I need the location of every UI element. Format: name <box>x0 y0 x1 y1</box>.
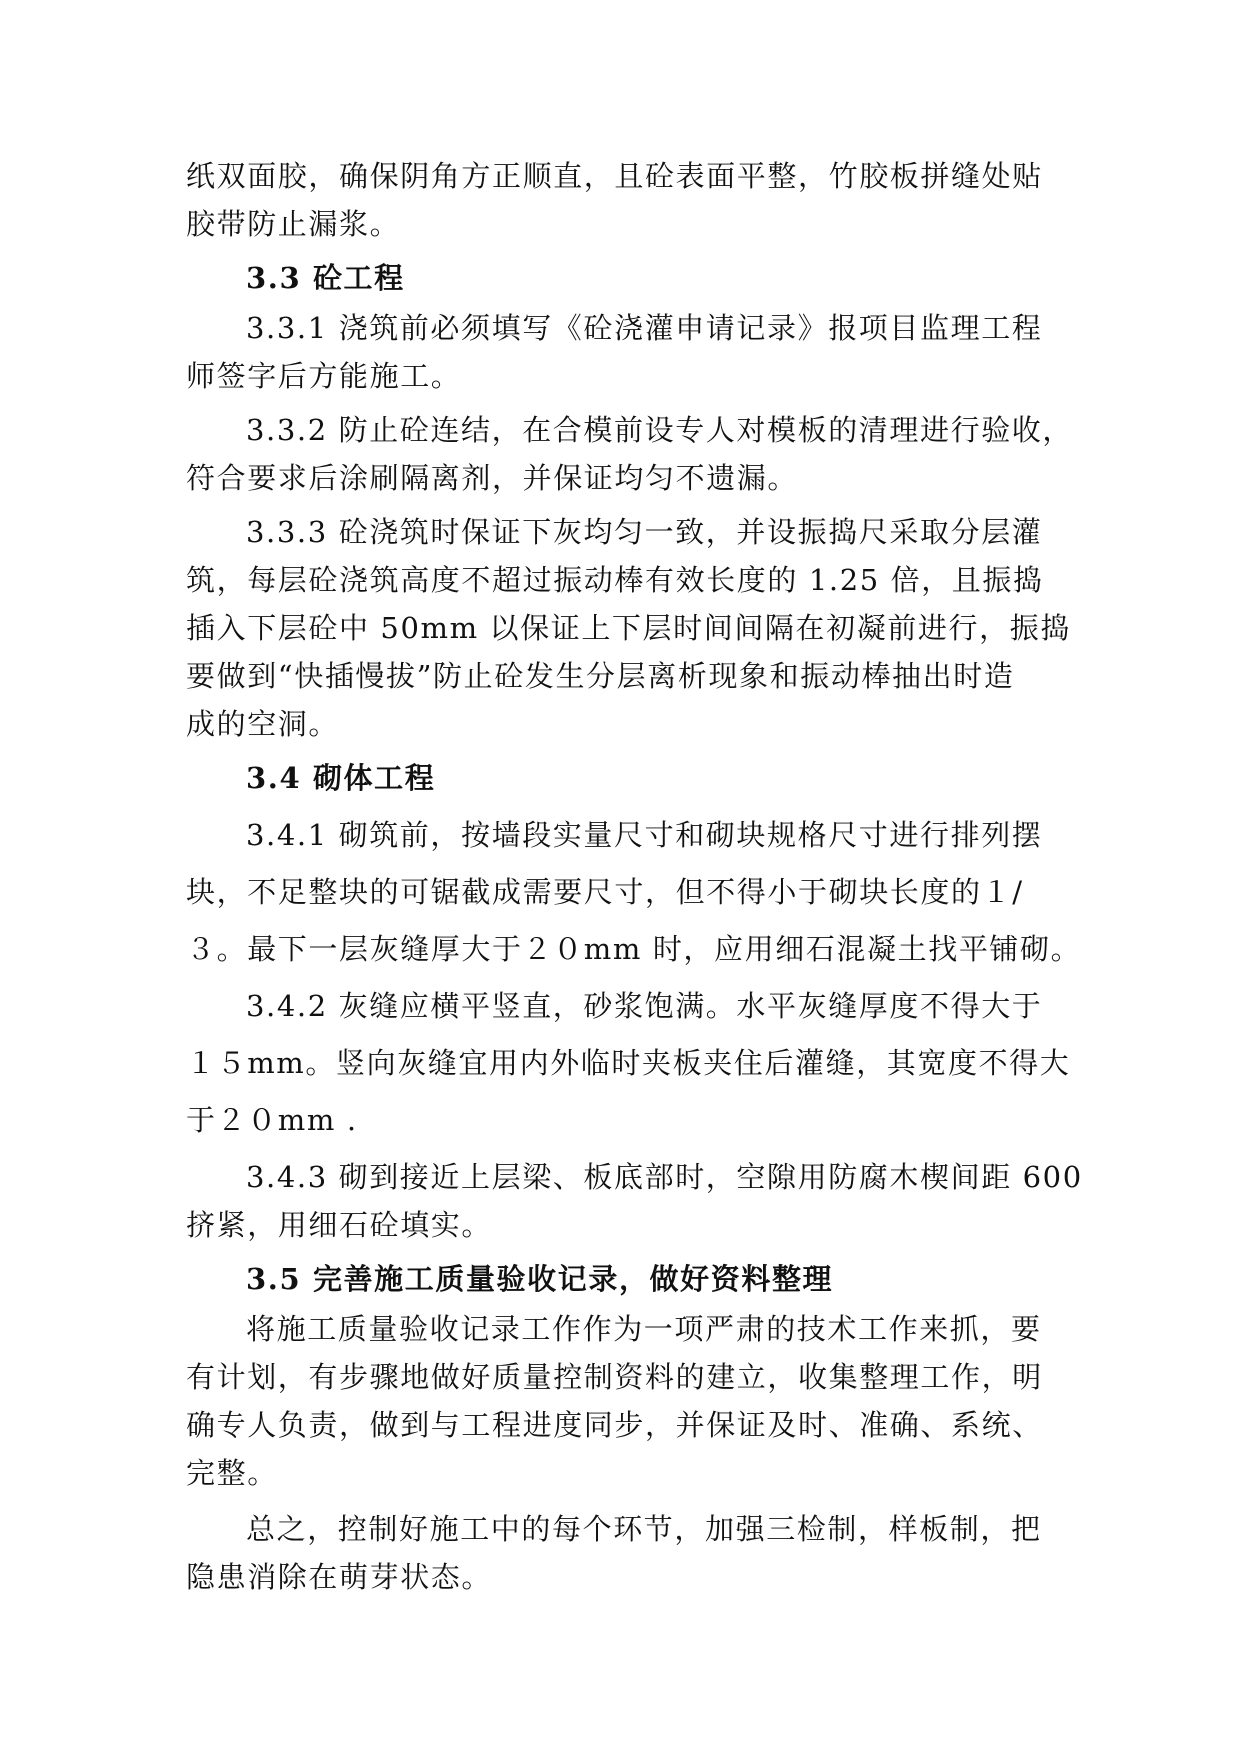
summary-line: 总之，控制好施工中的每个环节，加强三检制，样板制，把 <box>246 1512 1042 1546</box>
paragraph-line: １５mm。竖向灰缝宜用内外临时夹板夹住后灌缝，其宽度不得大 <box>186 1046 1071 1080</box>
paragraph-line: 要做到“快插慢拔”防止砼发生分层离析现象和振动棒抽出时造 <box>186 659 1015 693</box>
paragraph-line: 符合要求后涂刷隔离剂，并保证均匀不遗漏。 <box>186 461 799 495</box>
paragraph-line: 确专人负责，做到与工程进度同步，并保证及时、准确、系统、 <box>186 1408 1043 1442</box>
document-page <box>186 152 1083 1601</box>
paragraph-line: 于２０mm . <box>186 1103 358 1137</box>
paragraph-line: 师签字后方能施工。 <box>186 359 462 393</box>
paragraph-line: 胶带防止漏浆。 <box>186 207 401 241</box>
paragraph-line: ３。最下一层灰缝厚大于２０mm 时，应用细石混凝土找平铺砌。 <box>186 932 1082 966</box>
section-heading-3-3: 3.3 砼工程 <box>246 261 405 295</box>
paragraph-line: 纸双面胶，确保阴角方正顺直，且砼表面平整，竹胶板拼缝处贴 <box>186 159 1043 193</box>
paragraph-line: 筑，每层砼浇筑高度不超过振动棒有效长度的 1.25 倍，且振捣 <box>186 563 1044 597</box>
paragraph-line: 有计划，有步骤地做好质量控制资料的建立，收集整理工作，明 <box>186 1360 1043 1394</box>
paragraph-line: 3.4.2 灰缝应横平竖直，砂浆饱满。水平灰缝厚度不得大于 <box>246 989 1043 1023</box>
summary-line: 隐患消除在萌芽状态。 <box>186 1560 493 1594</box>
paragraph-line: 3.3.2 防止砼连结，在合模前设专人对模板的清理进行验收， <box>246 413 1074 447</box>
paragraph-line: 插入下层砼中 50mm 以保证上下层时间间隔在初凝前进行，振捣 <box>186 611 1071 645</box>
paragraph-line: 挤紧，用细石砼填实。 <box>186 1208 493 1242</box>
paragraph-line: 将施工质量验收记录工作作为一项严肃的技术工作来抓，要 <box>246 1312 1042 1346</box>
section-heading-3-5: 3.5 完善施工质量验收记录，做好资料整理 <box>246 1262 834 1296</box>
paragraph-line: 3.3.1 浇筑前必须填写《砼浇灌申请记录》报项目监理工程 <box>246 311 1043 345</box>
section-heading-3-4: 3.4 砌体工程 <box>246 761 436 795</box>
paragraph-line: 3.4.3 砌到接近上层梁、板底部时，空隙用防腐木楔间距 600 <box>246 1160 1083 1194</box>
paragraph-line: 3.3.3 砼浇筑时保证下灰均匀一致，并设振捣尺采取分层灌 <box>246 515 1043 549</box>
paragraph-line: 3.4.1 砌筑前，按墙段实量尺寸和砌块规格尺寸进行排列摆 <box>246 818 1043 852</box>
paragraph-line: 完整。 <box>186 1456 278 1490</box>
paragraph-line: 块，不足整块的可锯截成需要尺寸，但不得小于砌块长度的１/ <box>186 875 1024 909</box>
paragraph-line: 成的空洞。 <box>186 707 340 741</box>
